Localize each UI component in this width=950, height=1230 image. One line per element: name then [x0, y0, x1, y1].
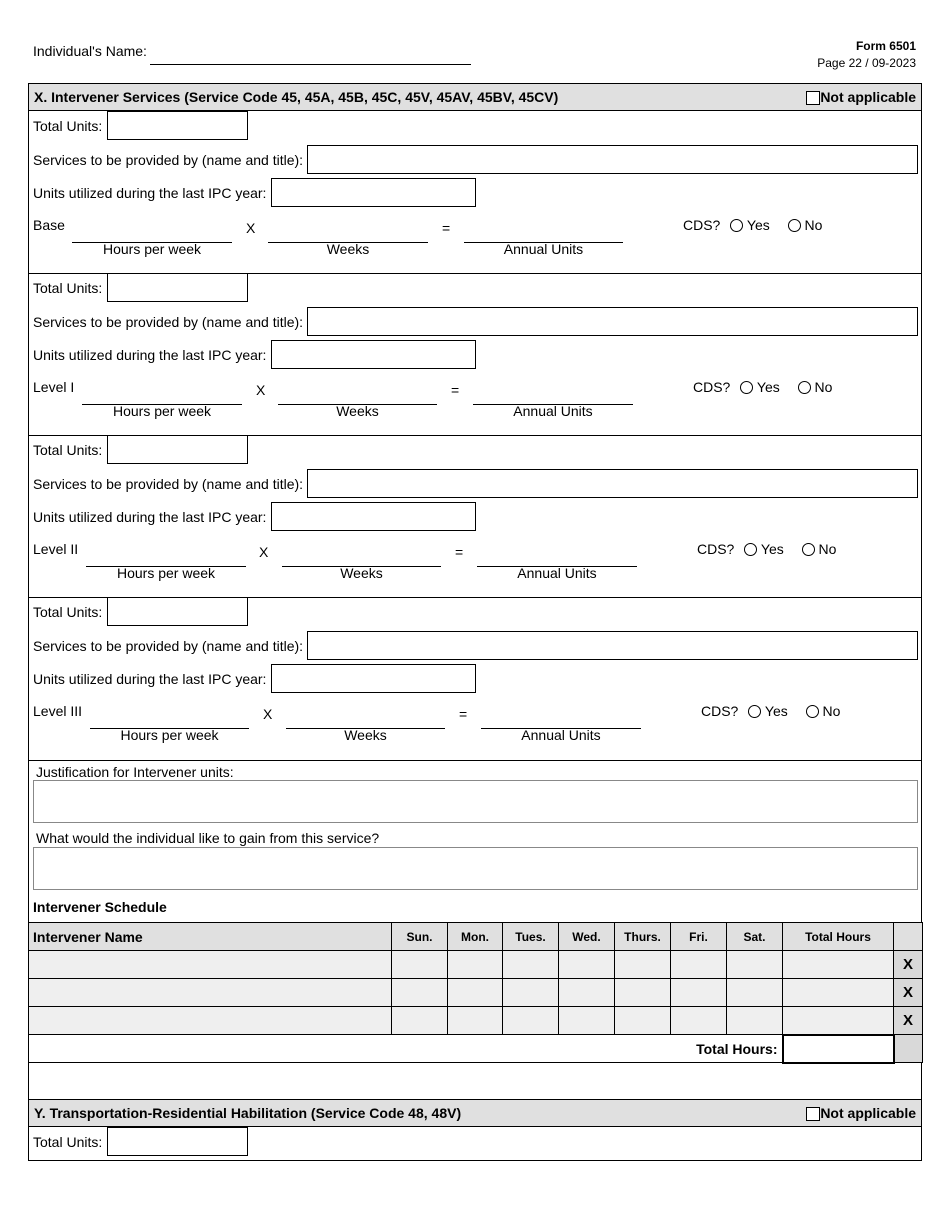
equals-sign: = [442, 220, 451, 236]
intervener-name-cell[interactable] [29, 1007, 392, 1035]
equals-sign: = [455, 544, 464, 560]
units-utilized-label: Units utilized during the last IPC year: [33, 347, 267, 363]
total-hours-cell [783, 951, 894, 979]
tues-cell[interactable] [503, 1007, 559, 1035]
provided-by-label: Services to be provided by (name and title): [33, 638, 304, 654]
col-wed: Wed. [559, 923, 615, 951]
page-info: Page 22 / 09-2023 [817, 56, 916, 70]
delete-row-button[interactable]: X [894, 979, 923, 1007]
provided-by-label: Services to be provided by (name and title): [33, 476, 304, 492]
hours-per-week-label: Hours per week [112, 403, 212, 419]
mon-cell[interactable] [448, 979, 503, 1007]
tues-cell[interactable] [503, 979, 559, 1007]
weeks-label: Weeks [326, 241, 370, 257]
individual-name-label: Individual's Name: [33, 43, 147, 59]
total-units-input[interactable] [107, 273, 248, 302]
col-fri: Fri. [671, 923, 727, 951]
section-y-title: Y. Transportation-Residential Habilitation (Service Code 48, 48V) [34, 1105, 462, 1121]
cds-group [683, 217, 822, 233]
col-sat: Sat. [727, 923, 783, 951]
cds-no-label: No [804, 217, 823, 233]
annual-units-label: Annual Units [513, 403, 593, 419]
total-units-label: Total Units: [33, 604, 103, 620]
weeks-label: Weeks [336, 403, 379, 419]
total-hours-cell [783, 1007, 894, 1035]
mon-cell[interactable] [448, 1007, 503, 1035]
provided-by-input[interactable] [307, 307, 918, 336]
units-utilized-label: Units utilized during the last IPC year: [33, 509, 267, 525]
section-y-header [28, 1099, 922, 1127]
equals-sign: = [459, 706, 468, 722]
level-label: Base [33, 217, 65, 233]
units-utilized-input[interactable] [271, 502, 476, 531]
total-units-label: Total Units: [33, 118, 103, 134]
fri-cell[interactable] [671, 1007, 727, 1035]
justification-input[interactable] [33, 780, 918, 823]
fri-cell[interactable] [671, 979, 727, 1007]
section-x-title: X. Intervener Services (Service Code 45, 45A, 45B, 45C, 45V, 45AV, 45BV, 45CV) [34, 89, 559, 105]
cds-yes-label: Yes [764, 703, 788, 719]
provided-by-label: Services to be provided by (name and title): [33, 152, 304, 168]
cds-no-radio[interactable] [798, 381, 811, 394]
gain-label: What would the individual like to gain from this service? [36, 830, 380, 846]
individual-name-field[interactable] [150, 64, 471, 65]
justification-label: Justification for Intervener units: [36, 764, 234, 780]
total-hours-cell [783, 979, 894, 1007]
provided-by-input[interactable] [307, 631, 918, 660]
sun-cell[interactable] [392, 1007, 448, 1035]
total-hours-row [29, 1035, 923, 1063]
fri-cell[interactable] [671, 951, 727, 979]
col-delete [894, 923, 923, 951]
section-y-not-applicable[interactable] [806, 1105, 916, 1121]
provided-by-label: Services to be provided by (name and title): [33, 314, 304, 330]
col-sun: Sun. [392, 923, 448, 951]
table-row [29, 1007, 923, 1035]
total-hours-spacer [894, 1035, 923, 1063]
sun-cell[interactable] [392, 951, 448, 979]
section-y-total-units-input[interactable] [107, 1127, 248, 1156]
cds-group [697, 541, 836, 557]
form-number: Form 6501 [855, 39, 916, 53]
section-x-not-applicable[interactable] [806, 89, 916, 105]
sun-cell[interactable] [392, 979, 448, 1007]
not-applicable-checkbox[interactable] [806, 91, 820, 105]
not-applicable-checkbox[interactable] [806, 1107, 820, 1121]
total-units-input[interactable] [107, 111, 248, 140]
cds-yes-label: Yes [746, 217, 770, 233]
cds-yes-radio[interactable] [744, 543, 757, 556]
units-utilized-input[interactable] [271, 340, 476, 369]
hours-per-week-label: Hours per week [102, 241, 202, 257]
cds-group [693, 379, 832, 395]
cds-no-label: No [814, 379, 833, 395]
cds-yes-radio[interactable] [730, 219, 743, 232]
multiply-sign: X [259, 544, 269, 560]
units-utilized-label: Units utilized during the last IPC year: [33, 671, 267, 687]
sat-cell[interactable] [727, 951, 783, 979]
multiply-sign: X [246, 220, 256, 236]
cds-label: CDS? [683, 217, 721, 233]
units-utilized-input[interactable] [271, 178, 476, 207]
cds-yes-label: Yes [756, 379, 780, 395]
annual-units-label: Annual Units [517, 565, 597, 581]
cds-label: CDS? [693, 379, 731, 395]
multiply-sign: X [256, 382, 266, 398]
schedule-header-row [29, 923, 923, 951]
cds-no-radio[interactable] [802, 543, 815, 556]
total-hours-input[interactable] [783, 1035, 894, 1063]
units-utilized-input[interactable] [271, 664, 476, 693]
col-intervener-name: Intervener Name [29, 923, 392, 951]
cds-yes-label: Yes [760, 541, 784, 557]
total-hours-label: Total Hours: [29, 1035, 783, 1063]
annual-units-label: Annual Units [503, 241, 584, 257]
units-utilized-label: Units utilized during the last IPC year: [33, 185, 267, 201]
weeks-label: Weeks [340, 565, 383, 581]
intervener-schedule-table [28, 922, 923, 1064]
wed-cell[interactable] [559, 979, 615, 1007]
tues-cell[interactable] [503, 951, 559, 979]
wed-cell[interactable] [559, 951, 615, 979]
sat-cell[interactable] [727, 1007, 783, 1035]
delete-row-button[interactable]: X [894, 1007, 923, 1035]
thurs-cell[interactable] [615, 951, 671, 979]
level-label: Level I [33, 379, 75, 395]
level-label: Level II [33, 541, 79, 557]
not-applicable-label: Not applicable [820, 1105, 916, 1121]
gain-input[interactable] [33, 847, 918, 890]
weeks-label: Weeks [344, 727, 387, 743]
section-y-total-units-label: Total Units: [33, 1134, 103, 1150]
table-row [29, 951, 923, 979]
total-units-label: Total Units: [33, 442, 103, 458]
col-tues: Tues. [503, 923, 559, 951]
schedule-title: Intervener Schedule [33, 899, 167, 915]
total-units-input[interactable] [107, 435, 248, 464]
hours-per-week-label: Hours per week [116, 565, 216, 581]
col-mon: Mon. [448, 923, 503, 951]
cds-no-label: No [818, 541, 837, 557]
cds-label: CDS? [697, 541, 735, 557]
total-units-input[interactable] [107, 597, 248, 626]
level-label: Level III [33, 703, 83, 719]
delete-row-button[interactable]: X [894, 951, 923, 979]
provided-by-input[interactable] [307, 469, 918, 498]
cds-no-radio[interactable] [806, 705, 819, 718]
intervener-name-cell[interactable] [29, 979, 392, 1007]
cds-no-label: No [822, 703, 841, 719]
cds-no-radio[interactable] [788, 219, 801, 232]
thurs-cell[interactable] [615, 979, 671, 1007]
section-x-header [28, 83, 922, 111]
col-total-hours: Total Hours [783, 923, 894, 951]
cds-yes-radio[interactable] [740, 381, 753, 394]
block-divider [28, 760, 922, 761]
total-units-label: Total Units: [33, 280, 103, 296]
wed-cell[interactable] [559, 1007, 615, 1035]
sat-cell[interactable] [727, 979, 783, 1007]
mon-cell[interactable] [448, 951, 503, 979]
annual-units-label: Annual Units [521, 727, 601, 743]
cds-yes-radio[interactable] [748, 705, 761, 718]
thurs-cell[interactable] [615, 1007, 671, 1035]
table-row [29, 979, 923, 1007]
hours-per-week-label: Hours per week [120, 727, 219, 743]
provided-by-input[interactable] [307, 145, 918, 174]
cds-label: CDS? [701, 703, 739, 719]
cds-group [701, 703, 840, 719]
equals-sign: = [451, 382, 460, 398]
multiply-sign: X [263, 706, 273, 722]
intervener-name-cell[interactable] [29, 951, 392, 979]
not-applicable-label: Not applicable [820, 89, 916, 105]
col-thurs: Thurs. [615, 923, 671, 951]
